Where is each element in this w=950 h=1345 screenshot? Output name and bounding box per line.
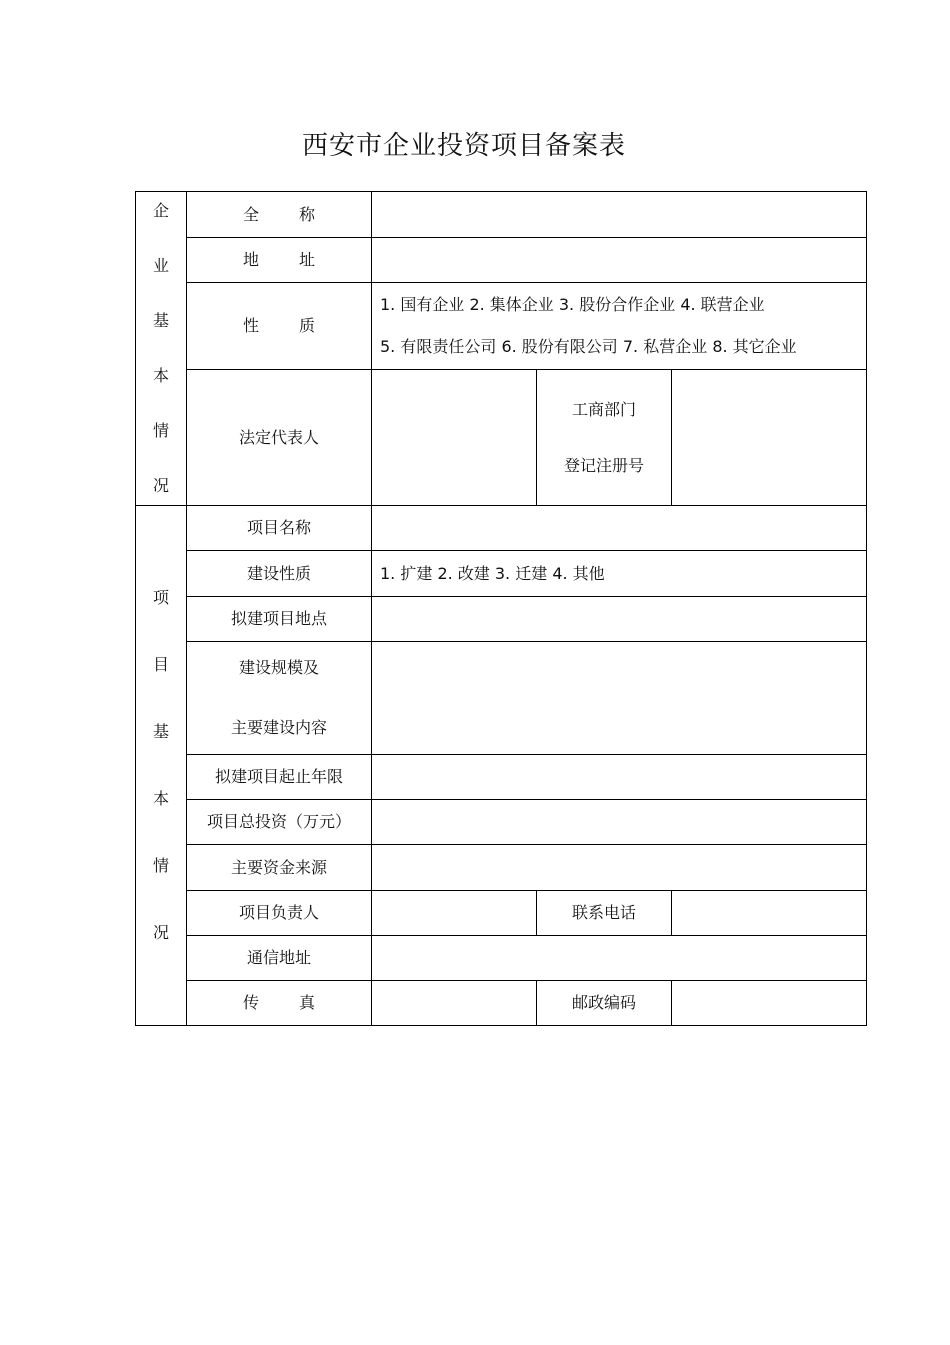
enterprise-label-char: 情 xyxy=(152,421,169,441)
mail-address-label: 通信地址 xyxy=(187,936,372,981)
construction-nature-label: 建设性质 xyxy=(187,551,372,597)
nature-label: 性 质 xyxy=(187,283,372,370)
construction-nature-options[interactable]: 1. 扩建 2. 改建 3. 迁建 4. 其他 xyxy=(372,551,867,597)
fax-label: 传 真 xyxy=(187,981,372,1026)
project-name-label: 项目名称 xyxy=(187,506,372,551)
filing-form-table xyxy=(135,191,867,1026)
registry-field[interactable] xyxy=(672,370,867,506)
project-label-char: 目 xyxy=(152,654,169,674)
project-name-field[interactable] xyxy=(372,506,867,551)
form-title: 西安市企业投资项目备案表 xyxy=(301,131,626,161)
nature-options-line1: 1. 国有企业 2. 集体企业 3. 股份合作企业 4. 联营企业 xyxy=(380,295,765,314)
enterprise-label-char: 企 xyxy=(152,200,169,220)
fax-field[interactable] xyxy=(372,981,537,1026)
period-label: 拟建项目起止年限 xyxy=(187,755,372,800)
nature-options[interactable] xyxy=(372,283,867,370)
enterprise-label-char: 况 xyxy=(152,476,169,496)
enterprise-label-char: 本 xyxy=(152,366,169,386)
project-label-char: 况 xyxy=(152,923,169,943)
full-name-field[interactable] xyxy=(372,192,867,238)
location-label: 拟建项目地点 xyxy=(187,597,372,642)
enterprise-section-label xyxy=(136,192,187,506)
project-section-label xyxy=(136,506,187,1026)
full-name-label: 全 称 xyxy=(187,192,372,238)
manager-field[interactable] xyxy=(372,891,537,936)
address-field[interactable] xyxy=(372,238,867,283)
mail-address-field[interactable] xyxy=(372,936,867,981)
postcode-label: 邮政编码 xyxy=(537,981,672,1026)
nature-options-line2: 5. 有限责任公司 6. 股份有限公司 7. 私营企业 8. 其它企业 xyxy=(380,337,797,356)
project-label-char: 情 xyxy=(152,856,169,876)
address-label: 地 址 xyxy=(187,238,372,283)
period-field[interactable] xyxy=(372,755,867,800)
registry-label: 工商部门 登记注册号 xyxy=(537,370,672,506)
project-label-char: 基 xyxy=(152,721,169,741)
scale-field[interactable] xyxy=(372,642,867,755)
funding-field[interactable] xyxy=(372,845,867,891)
phone-field[interactable] xyxy=(672,891,867,936)
enterprise-label-char: 基 xyxy=(152,310,169,330)
legal-rep-field[interactable] xyxy=(372,370,537,506)
manager-label: 项目负责人 xyxy=(187,891,372,936)
scale-label: 建设规模及 主要建设内容 xyxy=(187,642,372,755)
enterprise-label-char: 业 xyxy=(152,255,169,275)
legal-rep-label: 法定代表人 xyxy=(187,370,372,506)
location-field[interactable] xyxy=(372,597,867,642)
project-label-char: 项 xyxy=(152,587,169,607)
funding-label: 主要资金来源 xyxy=(187,845,372,891)
project-label-char: 本 xyxy=(152,789,169,809)
postcode-field[interactable] xyxy=(672,981,867,1026)
phone-label: 联系电话 xyxy=(537,891,672,936)
investment-label: 项目总投资（万元） xyxy=(187,800,372,845)
investment-field[interactable] xyxy=(372,800,867,845)
